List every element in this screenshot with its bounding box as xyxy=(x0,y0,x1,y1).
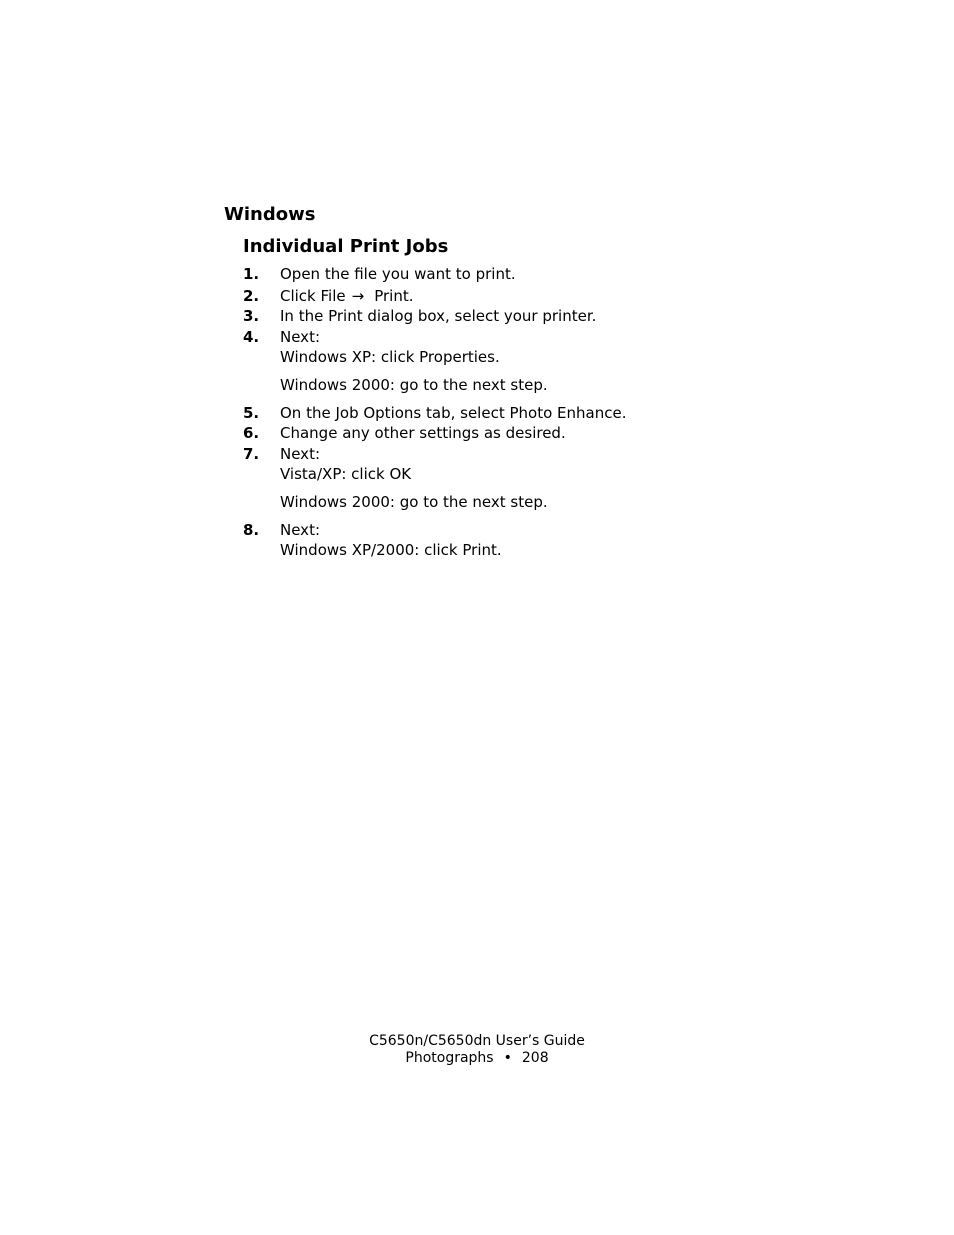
footer-page-info xyxy=(0,1050,954,1066)
step-number: 4. xyxy=(243,328,260,346)
step-subtext: Windows 2000: go to the next step. xyxy=(280,493,548,511)
step-number: 7. xyxy=(243,445,260,463)
step-number: 2. xyxy=(243,287,260,305)
step-text: In the Print dialog box, select your printer. xyxy=(280,307,597,325)
step-subtext: Vista/XP: click OK xyxy=(280,465,412,483)
footer-guide-title: C5650n/C5650dn User’s Guide xyxy=(369,1033,585,1049)
step-subtext: Windows 2000: go to the next step. xyxy=(280,376,548,394)
step-text: Open the file you want to print. xyxy=(280,265,516,283)
step-number: 1. xyxy=(243,265,260,283)
step-text-part: Print. xyxy=(374,287,414,305)
step-text: Next: xyxy=(280,445,320,463)
bullet-icon: • xyxy=(503,1050,512,1066)
footer-page-number: 208 xyxy=(521,1050,549,1066)
step-subtext: Windows XP/2000: click Print. xyxy=(280,541,502,559)
right-arrow-icon: → xyxy=(351,287,365,305)
step-subtext: Windows XP: click Properties. xyxy=(280,348,500,366)
step-number: 5. xyxy=(243,404,260,422)
step-text: Change any other settings as desired. xyxy=(280,424,566,442)
section-title: Windows xyxy=(224,204,316,225)
step-number: 6. xyxy=(243,424,260,442)
step-text: Next: xyxy=(280,328,320,346)
step-number: 8. xyxy=(243,521,260,539)
step-text: Next: xyxy=(280,521,320,539)
step-text-part: Click File xyxy=(280,287,346,305)
step-number: 3. xyxy=(243,307,260,325)
footer-chapter: Photographs xyxy=(405,1050,494,1066)
step-text: On the Job Options tab, select Photo Enhance. xyxy=(280,404,627,422)
subsection-title: Individual Print Jobs xyxy=(243,236,449,257)
step-text xyxy=(280,287,413,305)
